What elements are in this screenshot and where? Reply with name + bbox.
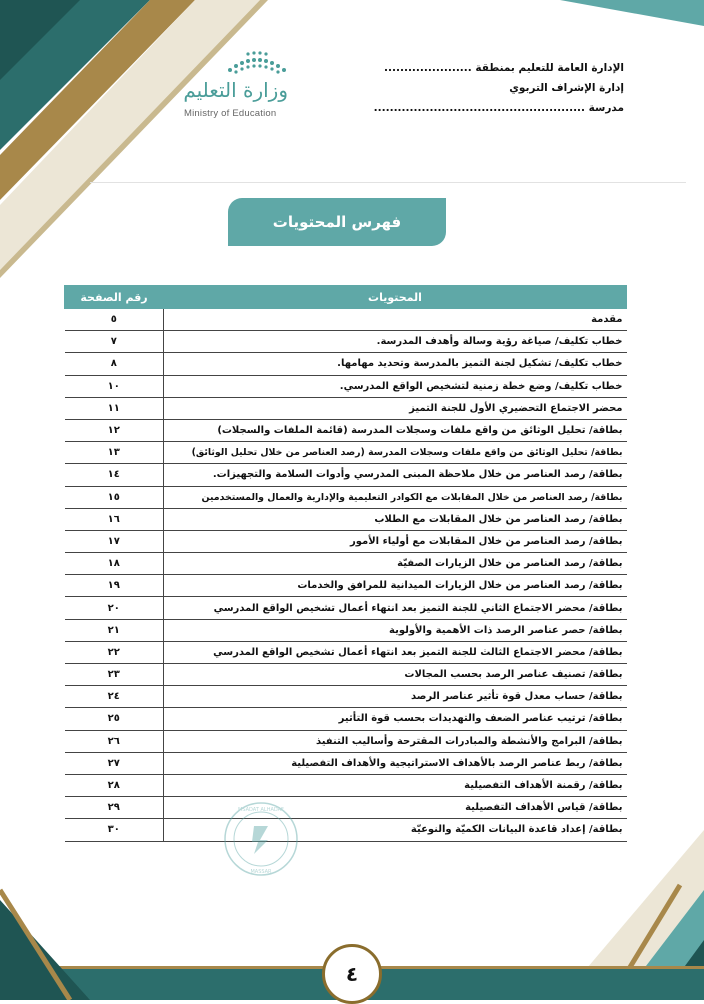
toc-entry-title: خطاب تكليف/ تشكيل لجنة التميز بالمدرسة وتحديد مهامها. — [164, 353, 627, 375]
toc-header-page: رقم الصفحة — [65, 286, 164, 309]
toc-entry-title: بطاقة/ إعداد قاعدة البيانات الكميّة والنوعيّة — [164, 819, 627, 841]
toc-entry-page: ٢٢ — [65, 641, 164, 663]
toc-header-contents: المحتويات — [164, 286, 627, 309]
stamp-bottom-text: MASSAR — [250, 869, 272, 875]
toc-entry-title: بطاقة/ حساب معدل قوة تأثير عناصر الرصد — [164, 686, 627, 708]
toc-entry-title: بطاقة/ ربط عناصر الرصد بالأهداف الاستراتيجية والأهداف التفصيلية — [164, 752, 627, 774]
toc-entry-page: ٢٩ — [65, 797, 164, 819]
toc-entry-page: ٢٨ — [65, 774, 164, 796]
toc-entry-page: ٣٠ — [65, 819, 164, 841]
toc-entry-title: بطاقة/ رصد العناصر من خلال ملاحظة المبنى المدرسي وأدوات السلامة والتجهيزات. — [164, 464, 627, 486]
watermark-stamp — [222, 800, 300, 878]
toc-entry-title: بطاقة/ محضر الاجتماع الثاني للجنة التميز بعد انتهاء أعمال تشخيص الواقع المدرسي — [164, 597, 627, 619]
toc-entry-title: بطاقة/ ترتيب عناصر الضعف والتهديدات بحسب قوة التأثير — [164, 708, 627, 730]
toc-header-row — [65, 286, 627, 309]
table-row — [65, 797, 627, 819]
table-row — [65, 641, 627, 663]
toc-entry-title: بطاقة/ تصنيف عناصر الرصد بحسب المجالات — [164, 664, 627, 686]
table-row — [65, 819, 627, 841]
table-row — [65, 774, 627, 796]
table-row — [65, 575, 627, 597]
toc-entry-title: بطاقة/ البرامج والأنشطة والمبادرات المقترحة وأساليب التنفيذ — [164, 730, 627, 752]
toc-entry-page: ١٩ — [65, 575, 164, 597]
header-line-school: مدرسة ..................................................... — [373, 102, 624, 114]
toc-entry-title: بطاقة/ رقمنة الأهداف التفصيلية — [164, 774, 627, 796]
toc-entry-page: ٧ — [65, 331, 164, 353]
toc-entry-page: ١٠ — [65, 375, 164, 397]
toc-entry-page: ٢٥ — [65, 708, 164, 730]
toc-entry-title: بطاقة/ قياس الأهداف التفصيلية — [164, 797, 627, 819]
table-row — [65, 464, 627, 486]
logo-english-text: Ministry of Education — [184, 108, 277, 119]
toc-entry-page: ٢٠ — [65, 597, 164, 619]
header-line-supervision: إدارة الإشراف التربوي — [509, 82, 624, 94]
toc-entry-title: بطاقة/ حصر عناصر الرصد ذات الأهمية والأولوية — [164, 619, 627, 641]
table-row — [65, 508, 627, 530]
ministry-logo — [178, 50, 288, 125]
toc-entry-page: ١٨ — [65, 553, 164, 575]
toc-entry-page: ٨ — [65, 353, 164, 375]
toc-container — [64, 285, 627, 842]
header-line-region: الإدارة العامة للتعليم بمنطقة ...................... — [384, 62, 624, 74]
table-row — [65, 331, 627, 353]
table-row — [65, 619, 627, 641]
toc-entry-page: ٢٤ — [65, 686, 164, 708]
toc-entry-page: ١٢ — [65, 419, 164, 441]
toc-entry-page: ١٥ — [65, 486, 164, 508]
table-row — [65, 530, 627, 552]
table-row — [65, 353, 627, 375]
toc-entry-title: بطاقة/ رصد العناصر من خلال الزيارات الميدانية للمرافق والخدمات — [164, 575, 627, 597]
toc-entry-page: ٢٦ — [65, 730, 164, 752]
toc-entry-title: بطاقة/ رصد العناصر من خلال المقابلات مع الكوادر التعليمية والإدارية والعمال والمستخدمين — [164, 486, 627, 508]
toc-table — [64, 285, 627, 842]
toc-entry-title: بطاقة/ رصد العناصر من خلال الزيارات الصفيّة — [164, 553, 627, 575]
header-divider — [90, 182, 686, 183]
toc-entry-page: ١٦ — [65, 508, 164, 530]
table-row — [65, 397, 627, 419]
toc-entry-title: خطاب تكليف/ وضع خطة زمنية لتشخيص الواقع المدرسي. — [164, 375, 627, 397]
toc-entry-page: ١٧ — [65, 530, 164, 552]
header-info — [374, 58, 624, 118]
toc-entry-page: ٢٧ — [65, 752, 164, 774]
toc-entry-title: بطاقة/ محضر الاجتماع الثالث للجنة التميز بعد انتهاء أعمال تشخيص الواقع المدرسي — [164, 641, 627, 663]
table-row — [65, 752, 627, 774]
toc-entry-page: ٥ — [65, 309, 164, 331]
table-row — [65, 597, 627, 619]
toc-entry-page: ٢١ — [65, 619, 164, 641]
toc-entry-title: خطاب تكليف/ صياغة رؤية وسالة وأهدف المدرسة. — [164, 331, 627, 353]
toc-entry-title: بطاقة/ رصد العناصر من خلال المقابلات مع أولياء الأمور — [164, 530, 627, 552]
toc-entry-page: ١١ — [65, 397, 164, 419]
stamp-top-text: MSADAT ALHADAF — [238, 807, 284, 813]
table-row — [65, 486, 627, 508]
toc-entry-title: محضر الاجتماع التحضيري الأول للجنة التميز — [164, 397, 627, 419]
table-row — [65, 419, 627, 441]
table-row — [65, 442, 627, 464]
logo-arabic-text: وزارة التعليم — [183, 78, 288, 102]
toc-entry-page: ١٤ — [65, 464, 164, 486]
table-row — [65, 730, 627, 752]
toc-entry-page: ١٣ — [65, 442, 164, 464]
table-row — [65, 375, 627, 397]
toc-entry-title: بطاقة/ رصد العناصر من خلال المقابلات مع الطلاب — [164, 508, 627, 530]
table-row — [65, 664, 627, 686]
table-row — [65, 686, 627, 708]
page-number-badge: ٤ — [322, 944, 382, 1004]
table-row — [65, 553, 627, 575]
toc-entry-title: بطاقة/ تحليل الوثائق من واقع ملفات وسجلات المدرسة (رصد العناصر من خلال تحليل الوثائق) — [164, 442, 627, 464]
table-row — [65, 309, 627, 331]
toc-entry-page: ٢٣ — [65, 664, 164, 686]
toc-entry-title: بطاقة/ تحليل الوثائق من واقع ملفات وسجلات المدرسة (قائمة الملفات والسجلات) — [164, 419, 627, 441]
table-row — [65, 708, 627, 730]
page-title: فهرس المحتويات — [228, 198, 446, 246]
toc-entry-title: مقدمة — [164, 309, 627, 331]
logo-dots-icon — [226, 50, 288, 76]
